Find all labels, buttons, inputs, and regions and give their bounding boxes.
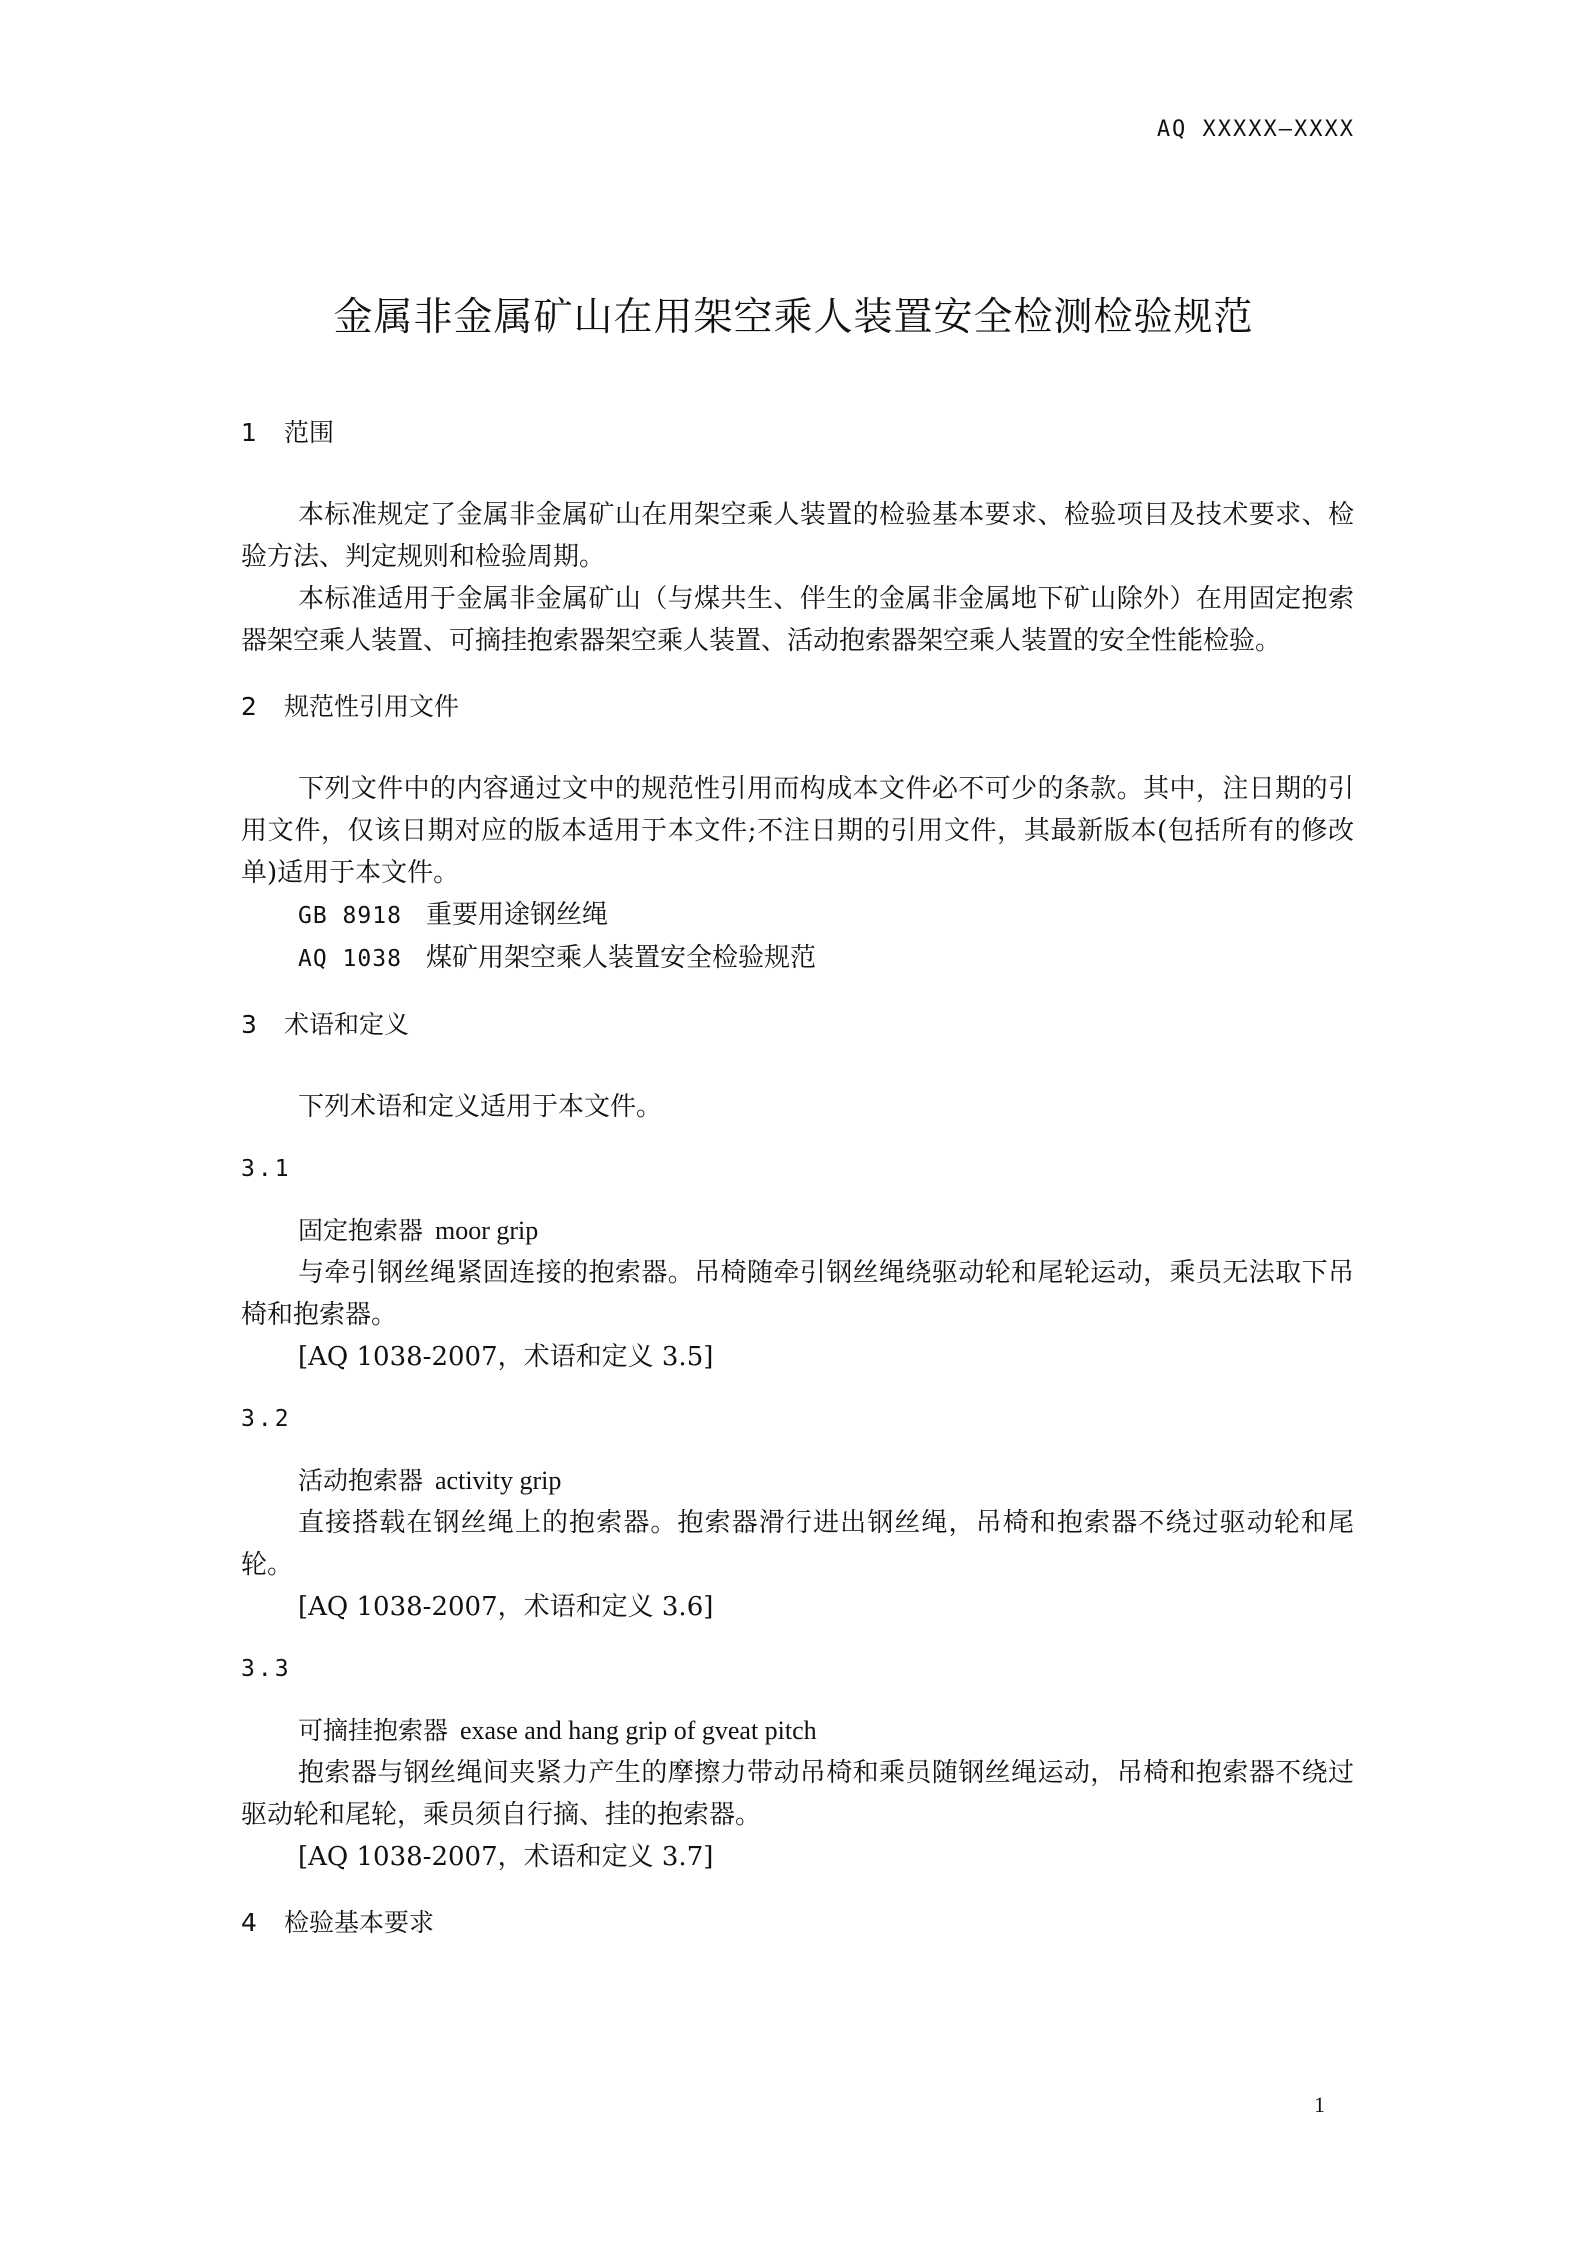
section-title: 规范性引用文件	[284, 692, 460, 721]
term-chinese: 活动抱索器	[298, 1466, 424, 1495]
term-source: [AQ 1038-2007，术语和定义 3.7]	[298, 1842, 714, 1872]
section-number: 4	[241, 1908, 257, 1937]
term-entry	[241, 1210, 1354, 1252]
term-source: [AQ 1038-2007，术语和定义 3.6]	[298, 1592, 714, 1622]
section-heading-terms-and-definitions	[241, 1004, 1354, 1046]
paragraph: 本标准适用于金属非金属矿山（与煤共生、伴生的金属非金属地下矿山除外）在用固定抱索器架空乘人装置、可摘挂抱索器架空乘人装置、活动抱索器架空乘人装置的安全性能检验。	[241, 584, 1354, 656]
section-number: 2	[241, 692, 257, 721]
term-chinese: 可摘挂抱索器	[298, 1716, 449, 1745]
term-definition: 抱索器与钢丝绳间夹紧力产生的摩擦力带动吊椅和乘员随钢丝绳运动，吊椅和抱索器不绕过驱动轮和尾轮，乘员须自行摘、挂的抱索器。	[241, 1758, 1354, 1830]
reference-code: GB 8918	[298, 903, 402, 929]
term-english: exase and hang grip of gveat pitch	[460, 1716, 817, 1745]
term-english: activity grip	[435, 1466, 562, 1495]
section-heading-normative-references	[241, 686, 1354, 728]
reference-name: 重要用途钢丝绳	[426, 900, 609, 930]
term-number: 3.2	[241, 1406, 292, 1432]
paragraph: 本标准规定了金属非金属矿山在用架空乘人装置的检验基本要求、检验项目及技术要求、检验方法、判定规则和检验周期。	[241, 500, 1354, 572]
reference-name: 煤矿用架空乘人装置安全检验规范	[426, 943, 817, 973]
standard-code: AQ XXXXX—XXXX	[1156, 117, 1355, 142]
reference-code: AQ 1038	[298, 946, 402, 972]
term-number: 3.1	[241, 1156, 292, 1182]
section-title: 范围	[284, 418, 335, 447]
term-definition: 直接搭载在钢丝绳上的抱索器。抱索器滑行进出钢丝绳，吊椅和抱索器不绕过驱动轮和尾轮。	[241, 1508, 1354, 1580]
document-title: 金属非金属矿山在用架空乘人装置安全检测检验规范	[333, 295, 1254, 340]
section-title: 术语和定义	[284, 1010, 410, 1039]
section-number: 3	[241, 1010, 257, 1039]
document-body	[241, 412, 1354, 1944]
section-heading-basic-inspection-requirements	[241, 1902, 1354, 1944]
term-number: 3.3	[241, 1656, 292, 1682]
reference-item	[241, 937, 1354, 980]
term-definition: 与牵引钢丝绳紧固连接的抱索器。吊椅随牵引钢丝绳绕驱动轮和尾轮运动，乘员无法取下吊椅和抱索器。	[241, 1258, 1354, 1330]
section-number: 1	[241, 418, 257, 447]
paragraph: 下列术语和定义适用于本文件。	[298, 1092, 663, 1122]
term-entry	[241, 1460, 1354, 1502]
reference-item	[241, 894, 1354, 937]
page-number: 1	[1314, 2092, 1325, 2117]
paragraph: 下列文件中的内容通过文中的规范性引用而构成本文件必不可少的条款。其中，注日期的引用文件，仅该日期对应的版本适用于本文件;不注日期的引用文件，其最新版本(包括所有的修改单)适用于本文件。	[241, 774, 1354, 888]
term-entry	[241, 1710, 1354, 1752]
term-chinese: 固定抱索器	[298, 1216, 424, 1245]
term-english: moor grip	[435, 1216, 539, 1245]
term-source: [AQ 1038-2007，术语和定义 3.5]	[298, 1342, 714, 1372]
section-title: 检验基本要求	[284, 1908, 435, 1937]
section-heading-scope	[241, 412, 1354, 454]
